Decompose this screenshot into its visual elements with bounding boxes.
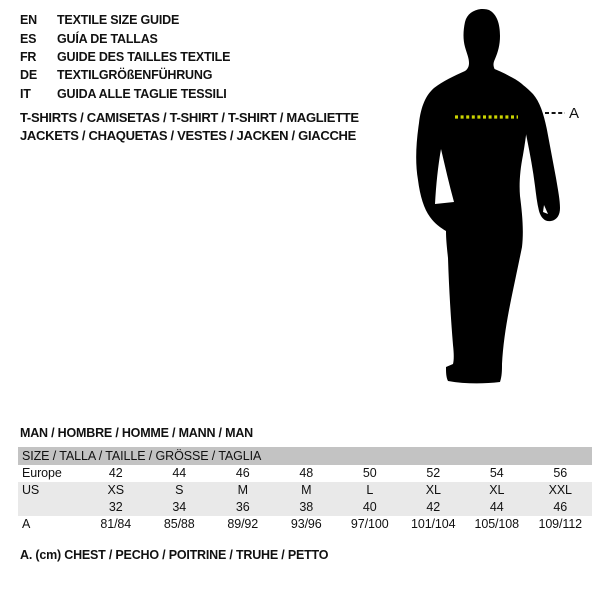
language-code: EN <box>20 13 37 28</box>
measure-label-a: A <box>569 105 580 122</box>
language-row <box>20 85 230 103</box>
size-cell: 50 <box>362 466 377 480</box>
language-label: GUÍA DE TALLAS <box>57 31 158 46</box>
size-cell: 48 <box>299 466 314 480</box>
size-cell: 44 <box>172 466 187 480</box>
size-cell: 42 <box>426 500 441 514</box>
measurement-footnote: A. (cm) CHEST / PECHO / POITRINE / TRUHE / PETTO <box>20 548 329 562</box>
size-cell: 101/104 <box>411 517 456 531</box>
language-label: GUIDE DES TAILLES TEXTILE <box>57 49 231 64</box>
language-label: TEXTILE SIZE GUIDE <box>57 13 180 28</box>
size-cell: 38 <box>299 500 314 514</box>
size-cell: 54 <box>489 466 504 480</box>
size-cell: 46 <box>235 466 250 480</box>
size-table-header: SIZE / TALLA / TAILLE / GRÖSSE / TAGLIA <box>18 447 592 465</box>
size-cell: M <box>237 483 248 497</box>
language-guide-list <box>20 11 230 103</box>
size-cell: XXL <box>548 483 572 497</box>
size-cell: 46 <box>553 500 568 514</box>
language-row <box>20 29 230 47</box>
language-code: IT <box>20 86 31 101</box>
size-cell: 36 <box>235 500 250 514</box>
size-table-rows <box>18 465 592 533</box>
language-row <box>20 11 230 29</box>
language-row <box>20 66 230 84</box>
man-silhouette-figure <box>400 0 600 400</box>
row-label: US <box>22 483 40 497</box>
man-silhouette-body <box>416 9 529 383</box>
table-row <box>18 499 592 516</box>
size-cell: 32 <box>108 500 123 514</box>
man-caption: MAN / HOMBRE / HOMME / MANN / MAN <box>20 426 253 440</box>
size-cell: 85/88 <box>163 517 195 531</box>
size-cell: 89/92 <box>227 517 259 531</box>
table-row <box>18 482 592 499</box>
category-lines <box>20 109 359 144</box>
size-cell: 42 <box>108 466 123 480</box>
size-cell: M <box>301 483 312 497</box>
size-cell: XS <box>107 483 124 497</box>
table-row <box>18 516 592 533</box>
size-cell: 93/96 <box>290 517 322 531</box>
row-label: Europe <box>22 466 62 480</box>
size-cell: 97/100 <box>350 517 389 531</box>
row-label <box>18 499 84 516</box>
table-row <box>18 465 592 482</box>
language-code: DE <box>20 68 37 83</box>
language-label: GUIDA ALLE TAGLIE TESSILI <box>57 86 227 101</box>
size-cell: 52 <box>426 466 441 480</box>
size-cell: 81/84 <box>100 517 132 531</box>
size-cell: 109/112 <box>538 517 583 531</box>
language-label: TEXTILGRÖßENFÜHRUNG <box>57 68 213 83</box>
size-cell: S <box>175 483 184 497</box>
language-code: ES <box>20 31 37 46</box>
size-cell: 34 <box>172 500 187 514</box>
size-cell: 40 <box>362 500 377 514</box>
size-cell: XL <box>489 483 505 497</box>
row-label: A <box>22 517 31 531</box>
size-cell: L <box>366 483 374 497</box>
size-cell: 56 <box>553 466 568 480</box>
size-cell: 44 <box>489 500 504 514</box>
category-line: JACKETS / CHAQUETAS / VESTES / JACKEN / GIACCHE <box>20 127 356 143</box>
language-code: FR <box>20 49 37 64</box>
category-line: T-SHIRTS / CAMISETAS / T-SHIRT / T-SHIRT / MAGLIETTE <box>20 110 359 125</box>
size-table <box>18 447 592 533</box>
language-row <box>20 48 230 66</box>
size-cell: XL <box>425 483 441 497</box>
size-cell: 105/108 <box>474 517 519 531</box>
